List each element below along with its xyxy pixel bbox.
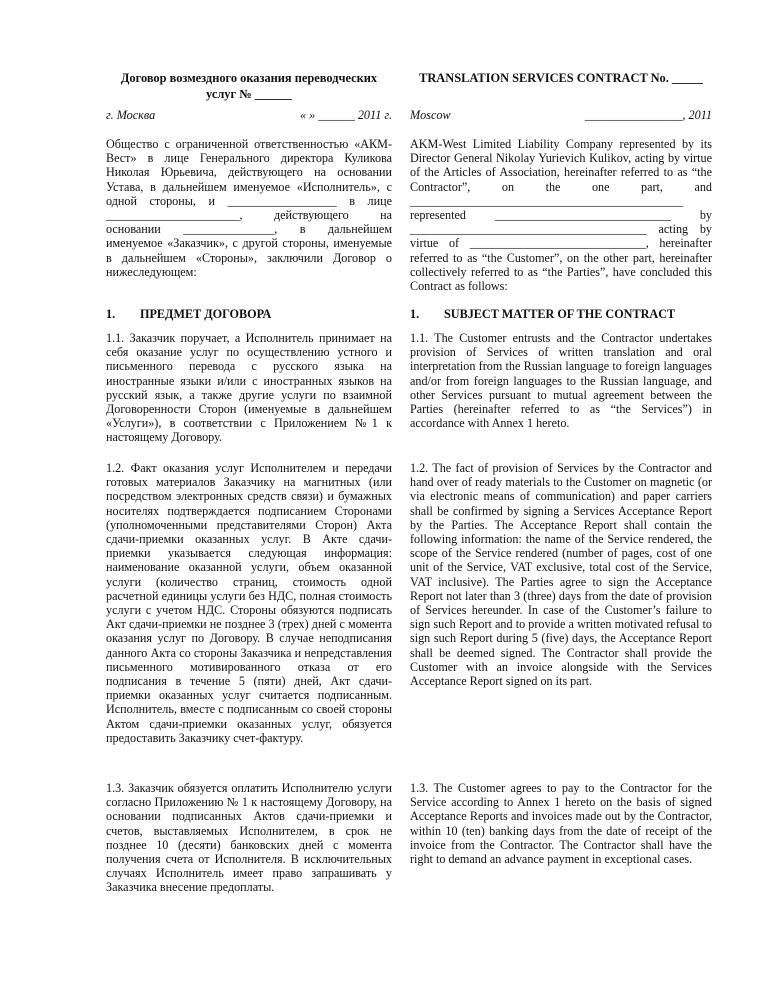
- preamble-ru: Общество с ограниченной ответственностью «АКМ-Вест» в лице Генерального директора Куликова Николая Юрьевича, действующего на основании Устава, в дальнейшем именуемое «Исполнитель», с одной стороны, и __________________ в лице ______________________, действующего на основании _______________, в дальнейшем именуемое «Заказчик», с другой стороны, именуемые в дальнейшем «Стороны», заключили Договор о нижеследующем:: [106, 137, 392, 279]
- clause-1-2-ru: 1.2. Факт оказания услуг Исполнителем и передачи готовых материалов Заказчику на магнитных (или посредством электронных средств связи) и бумажных носителях подтверждается подписанием Сторонами (уполномоченными представителями Сторон) Акта сдачи-приемки оказанных услуг. В Акте сдачи-приемки указывается следующая информация: наименование оказанной услуги, объем оказанной услуги (количество страниц, стоимость одной расчетной единицы услуги без НДС, полная стоимость услуги с учетом НДС. Стороны обязуются подписать Акт сдачи-приемки не позднее 3 (трех) дней с момента оказания услуг по Договору. В случае неподписания данного Акта со стороны Заказчика и непредставления письменного мотивированного отказа от его подписания в течение 5 (пяти) дней, Акт сдачи-приемки оказанных услуг считается подписанным. Исполнитель, вместе с подписанным со своей стороны Актом сдачи-приемки оказанных услуг, обязуется предоставить Заказчику счет-фактуру.: [106, 461, 392, 745]
- date-en: ________________, 2011: [584, 108, 712, 122]
- section-number-en: 1.: [410, 307, 420, 321]
- contract-title-en: TRANSLATION SERVICES CONTRACT No. _____: [419, 71, 703, 85]
- city-en: Moscow: [410, 108, 451, 122]
- english-column: [410, 70, 712, 884]
- section-number-ru: 1.: [106, 307, 116, 321]
- date-ru: « » ______ 2011 г.: [299, 108, 392, 122]
- place-date-line-ru: [106, 108, 392, 122]
- preamble-en: AKM-West Limited Liability Company represented by its Director General Nikolay Yurievich Kulikov, acting by virtue of the Articles of Association, hereinafter referred to as “the Contractor”, on the one part, and _____________________________________________ represented _____________________________ by _______________________________________ acting by virtue of _____________________________, hereinafter referred to as “the Customer”, on the other part, hereinafter collectively referred to as “the Parties”, have concluded this Contract as follows:: [410, 137, 712, 294]
- clause-1-2-en: 1.2. The fact of provision of Services by the Contractor and hand over of ready materials to the Customer on magnetic (or via electronic means of communication) and paper carriers shall be confirmed by signing a Services Acceptance Report by the Parties. The Acceptance Report shall contain the following information: the name of the Service rendered, the scope of the Service rendered (number of pages, cost of one unit of the Service, VAT exclusive, total cost of the Service, VAT inclusive). The Parties agree to sign the Acceptance Report not later than 3 (three) days from the date of provision of Services hereunder. In case of the Customer’s failure to sign such Report and to provide a written motivated refusal to sign such Report during 5 (five) days, the Acceptance Report shall be deemed signed. The Contractor shall provide the Customer with an invoice alongside with the Services Acceptance Report signed on its part.: [410, 461, 712, 689]
- clause-1-1-en: 1.1. The Customer entrusts and the Contractor undertakes provision of Services of written translation and oral interpretation from the Russian language to foreign languages and/or from foreign languages to the Russian language, and other Services pursuant to mutual agreement between the Parties (hereinafter referred to as “the Services”) in accordance with Annex 1 hereto.: [410, 331, 712, 431]
- clause-1-3-en: 1.3. The Customer agrees to pay to the Contractor for the Service according to Annex 1 hereto on the basis of signed Acceptance Reports and invoices made out by the Contractor, within 10 (ten) banking days from the date of receipt of the invoice from the Contractor. The Contractor shall have the right to demand an advance payment in exceptional cases.: [410, 781, 712, 867]
- section-title-ru: ПРЕДМЕТ ДОГОВОРА: [140, 307, 272, 321]
- clause-1-3-ru: 1.3. Заказчик обязуется оплатить Исполнителю услуги согласно Приложению № 1 к настоящему Договору, на основании подписанных Актов сдачи-приемки и счетов, выставляемых Исполнителем, в срок не позднее 10 (десяти) банковских дней с момента получения счета от Исполнителя. В исключительных случаях Исполнитель имеет право запрашивать у Заказчика внесение предоплаты.: [106, 781, 392, 895]
- clause-1-1-ru: 1.1. Заказчик поручает, а Исполнитель принимает на себя оказание услуг по осуществлению устного и письменного перевода с русского языка на иностранные языки и/или с иностранных языков на русский язык, а также другие услуги по взаимной Договоренности Сторон (именуемые в дальнейшем «Услуги»), в соответствии с Приложением №1 к настоящему Договору.: [106, 331, 392, 445]
- russian-column: [106, 70, 392, 913]
- section-title-en: SUBJECT MATTER OF THE CONTRACT: [444, 307, 676, 321]
- section-heading-ru: [106, 307, 392, 321]
- city-ru: г. Москва: [106, 108, 156, 122]
- section-heading-en: [410, 307, 712, 321]
- place-date-line-en: [410, 108, 712, 122]
- contract-title-ru: Договор возмездного оказания переводческих услуг № ______: [120, 71, 378, 101]
